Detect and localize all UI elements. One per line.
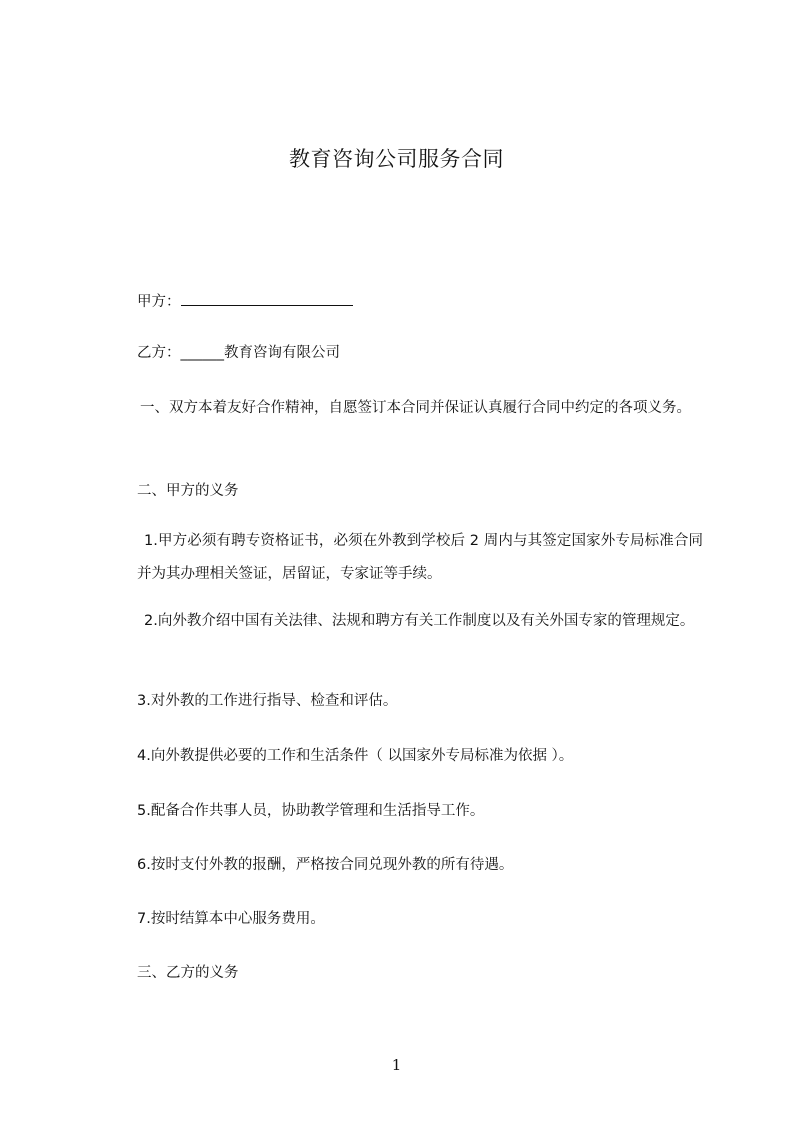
item-2-3: 3.对外教的工作进行指导、检查和评估。 [137,693,398,709]
party-b-label: 乙方： [137,345,181,361]
party-b-underline: ______ [180,345,224,361]
item-2-2: 2.向外教介绍中国有关法律、法规和聘方有关工作制度以及有关外国专家的管理规定。 [144,613,695,629]
item-2-7: 7.按时结算本中心服务费用。 [137,911,325,927]
party-b-name: 教育咨询有限公司 [224,345,340,361]
item-2-1: 1.甲方必须有聘专资格证书，必须在外教到学校后 2 周内与其签定国家外专局标准合同并为其办理相关签证，居留证，专家证等手续。 [137,533,703,582]
party-a-line [137,290,353,314]
party-a-label: 甲方： [137,294,181,310]
section-3-heading: 三、乙方的义务 [137,965,239,981]
item-2-5: 5.配备合作共事人员，协助教学管理和生活指导工作。 [137,803,485,819]
page-number: 1 [391,1056,402,1074]
item-2-4: 4.向外教提供必要的工作和生活条件（ 以国家外专局标准为依据 ）。 [137,748,574,764]
clause-1: 一、双方本着友好合作精神，自愿签订本合同并保证认真履行合同中约定的各项义务。 [140,400,691,416]
section-2-heading: 二、甲方的义务 [137,483,239,499]
document-title: 教育咨询公司服务合同 [289,147,504,171]
item-2-6: 6.按时支付外教的报酬，严格按合同兑现外教的所有待遇。 [137,857,514,873]
party-a-blank [181,290,353,306]
party-b-line [137,342,340,365]
